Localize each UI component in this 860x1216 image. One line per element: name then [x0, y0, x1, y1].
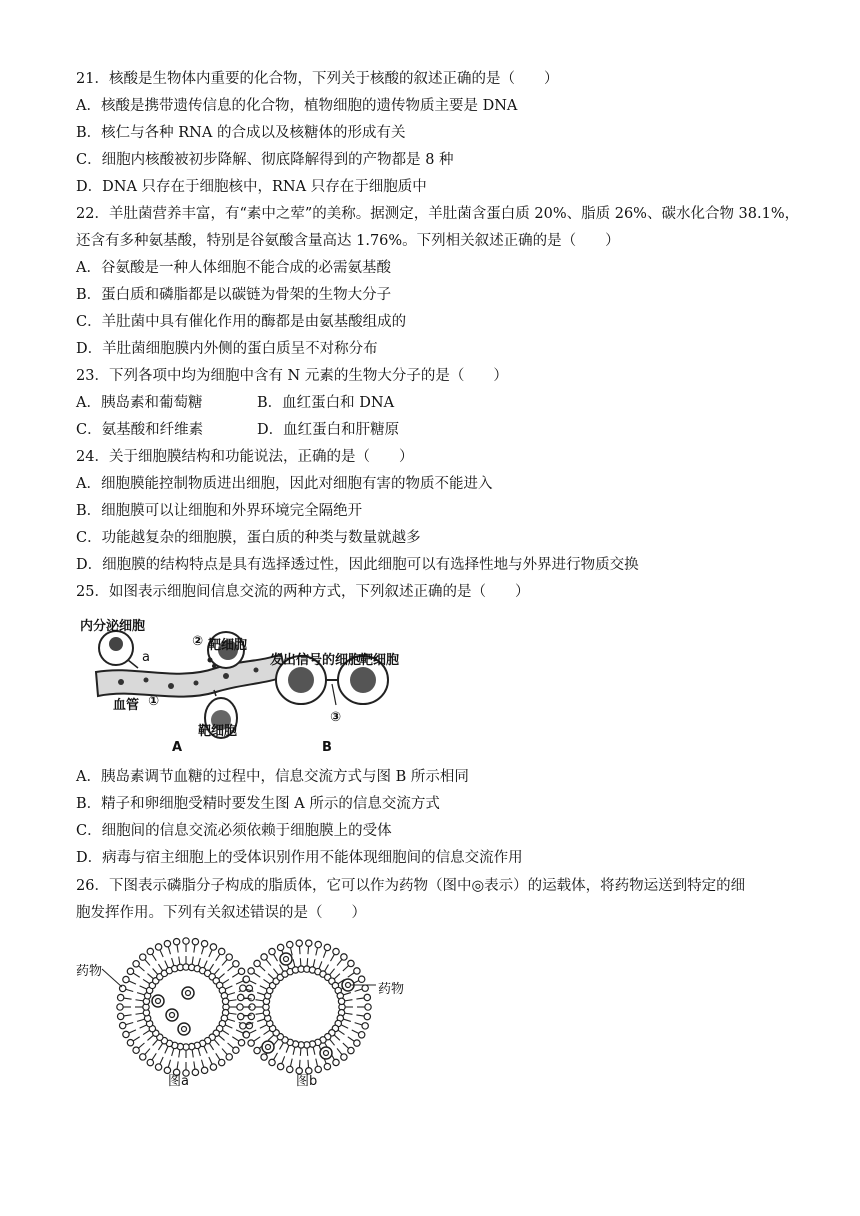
q24-stem: 24．关于细胞膜结构和功能说法，正确的是（ ）: [76, 449, 414, 465]
phospholipid-head: [277, 1063, 283, 1069]
phospholipid-head: [365, 1004, 371, 1010]
phospholipid-head: [218, 1059, 224, 1065]
q21-option-c: C．细胞内核酸被初步降解、彻底降解得到的产物都是 8 种: [76, 152, 454, 168]
phospholipid-head: [287, 1066, 293, 1072]
phospholipid-tail: [198, 1048, 200, 1056]
phospholipid-tail: [356, 1015, 364, 1016]
q22-stem-line1: 22．羊肚菌营养丰富，有“素中之荤”的美称。据测定，羊肚菌含蛋白质 20%、脂质 26%、碳水化合物 38.1%，: [76, 206, 800, 222]
phospholipid-tail: [260, 986, 267, 989]
phospholipid-tail: [214, 968, 219, 974]
phospholipid-tail: [286, 1045, 289, 1052]
phospholipid-tail: [345, 1013, 353, 1014]
phospholipid-tail: [348, 1037, 355, 1042]
phospholipid-tail: [300, 1048, 301, 1056]
phospholipid-tail: [319, 961, 322, 968]
phospholipid-head: [127, 968, 133, 974]
phospholipid-tail: [228, 966, 234, 971]
phospholipid-tail: [124, 1015, 132, 1016]
phospholipid-tail: [264, 979, 271, 984]
phospholipid-tail: [307, 1048, 308, 1056]
phospholipid-tail: [343, 1019, 351, 1021]
phospholipid-head: [201, 940, 207, 946]
phospholipid-head: [117, 994, 123, 1000]
q23-stem: 23．下列各项中均为细胞中含有 N 元素的生物大分子的是（ ）: [76, 368, 508, 384]
phospholipid-tail: [293, 1047, 295, 1055]
phospholipid-tail: [325, 965, 329, 972]
number-2-label: ②: [192, 634, 204, 649]
panel-a-label: A: [172, 740, 183, 755]
target-cell-b-label: 靶细胞: [360, 653, 400, 668]
phospholipid-tail: [290, 1059, 292, 1067]
phospholipid-tail: [222, 979, 229, 983]
phospholipid-tail: [177, 1061, 178, 1069]
phospholipid-tail: [268, 1035, 274, 1040]
phospholipid-head: [315, 941, 321, 947]
phospholipid-tail: [158, 964, 162, 971]
phospholipid-tail: [356, 998, 364, 999]
phospholipid-tail: [145, 1049, 150, 1055]
phospholipid-tail: [260, 1025, 267, 1028]
phospholipid-tail: [133, 973, 140, 977]
phospholipid-tail: [129, 1030, 136, 1033]
q25-option-a: A．胰岛素调节血糖的过程中，信息交流方式与图 B 所示相同: [76, 769, 469, 785]
phospholipid-tail: [138, 966, 144, 971]
phospholipid-tail: [256, 1000, 264, 1001]
phospholipid-head: [324, 944, 330, 950]
phospholipid-tail: [209, 964, 213, 971]
phospholipid-tail: [334, 1035, 340, 1040]
phospholipid-head: [218, 948, 224, 954]
phospholipid-tail: [330, 969, 335, 975]
phospholipid-head: [240, 1023, 246, 1029]
phospholipid-tail: [138, 1043, 144, 1048]
q21-option-b: B．核仁与各种 RNA 的合成以及核糖体的形成有关: [76, 125, 406, 141]
drug-label-right: 药物: [378, 982, 405, 997]
phospholipid-head: [362, 1023, 368, 1029]
signal-cell-label: 发出信号的细胞: [270, 653, 362, 668]
phospholipid-head: [123, 1031, 129, 1037]
drug-icon-core: [324, 1051, 329, 1056]
drug-icon-core: [170, 1013, 175, 1018]
phospholipid-head: [240, 985, 246, 991]
phospholipid-tail: [330, 1039, 335, 1045]
q24-option-d: D．细胞膜的结构特点是具有选择透过性，因此细胞可以有选择性地与外界进行物质交换: [76, 557, 639, 573]
phospholipid-tail: [264, 1030, 271, 1035]
phospholipid-tail: [313, 1047, 315, 1055]
phospholipid-tail: [316, 1059, 318, 1067]
phospholipid-tail: [172, 958, 174, 966]
endocrine-cell: [99, 631, 138, 668]
phospholipid-tail: [204, 1046, 207, 1053]
phospholipid-head: [354, 1040, 360, 1046]
q22-option-d: D．羊肚菌细胞膜内外侧的蛋白质呈不对称分布: [76, 341, 378, 357]
phospholipid-tail: [334, 974, 340, 979]
phospholipid-head: [358, 976, 364, 982]
phospholipid-tail: [249, 981, 256, 984]
q23-option-a: A．胰岛素和葡萄糖: [76, 395, 203, 411]
phospholipid-tail: [266, 959, 271, 965]
phospholipid-head: [324, 1063, 330, 1069]
figure-a-caption: 图a: [168, 1074, 189, 1089]
phospholipid-head: [362, 985, 368, 991]
phospholipid-tail: [307, 958, 308, 966]
phospholipid-head: [287, 941, 293, 947]
phospholipid-tail: [160, 1057, 163, 1064]
q22-option-b: B．蛋白质和磷脂都是以碳链为骨架的生物大分子: [76, 287, 392, 303]
phospholipid-tail: [137, 1019, 145, 1021]
phospholipid-tail: [257, 1019, 265, 1021]
phospholipid-tail: [256, 1013, 264, 1014]
phospholipid-head: [248, 994, 254, 1000]
phospholipid-tail: [348, 973, 355, 978]
phospholipid-tail: [300, 958, 301, 966]
phospholipid-head: [119, 1022, 125, 1028]
phospholipid-head: [238, 994, 244, 1000]
phospholipid-tail: [160, 950, 163, 957]
phospholipid-head: [201, 1067, 207, 1073]
phospholipid-tail: [168, 947, 170, 955]
phospholipid-tail: [228, 1043, 234, 1048]
phospholipid-tail: [355, 989, 363, 991]
phospholipid-tail: [126, 1022, 134, 1024]
drug-icon-core: [186, 991, 191, 996]
phospholipid-tail: [254, 973, 261, 978]
phospholipid-tail: [227, 1019, 235, 1021]
phospholipid-head: [192, 1069, 198, 1075]
phospholipid-tail: [201, 947, 203, 955]
phospholipid-tail: [177, 945, 178, 953]
phospholipid-head: [333, 948, 339, 954]
phospholipid-tail: [337, 1048, 342, 1054]
number-1-label: ①: [148, 694, 160, 709]
panel-b-label: B: [322, 740, 332, 755]
q23-option-b: B．血红蛋白和 DNA: [257, 395, 395, 411]
phospholipid-tail: [165, 961, 168, 968]
phospholipid-tail: [280, 965, 284, 972]
phospholipid-tail: [209, 950, 212, 957]
phospholipid-head: [269, 948, 275, 954]
phospholipid-tail: [140, 1025, 147, 1028]
phospholipid-tail: [126, 989, 134, 991]
phospholipid-head: [127, 1039, 133, 1045]
drug-icon-core: [182, 1027, 187, 1032]
phospholipid-tail: [316, 948, 318, 956]
phospholipid-head: [147, 948, 153, 954]
phospholipid-head: [238, 1013, 244, 1019]
phospholipid-tail: [153, 968, 158, 974]
vessel-label: 血管: [113, 698, 140, 713]
phospholipid-head: [183, 938, 189, 944]
phospholipid-tail: [147, 974, 153, 979]
phospholipid-head: [123, 976, 129, 982]
phospholipid-tail: [140, 986, 147, 989]
phospholipid-tail: [343, 993, 351, 995]
q25-option-d: D．病毒与宿主细胞上的受体识别作用不能体现细胞间的信息交流作用: [76, 850, 523, 866]
phospholipid-tail: [222, 1049, 227, 1055]
phospholipid-tail: [259, 966, 265, 971]
phospholipid-tail: [338, 1030, 345, 1035]
phospholipid-tail: [194, 945, 195, 953]
phospholipid-tail: [257, 993, 265, 995]
phospholipid-tail: [229, 1013, 237, 1014]
phospholipid-tail: [152, 954, 156, 961]
phospholipid-tail: [313, 959, 315, 967]
phospholipid-tail: [337, 959, 342, 965]
phospholipid-tail: [225, 986, 232, 989]
phospholipid-tail: [323, 950, 326, 957]
phospholipid-tail: [274, 1053, 278, 1060]
phospholipid-tail: [232, 1037, 239, 1041]
phospholipid-tail: [143, 979, 150, 983]
q23-option-d: D．血红蛋白和肝糖原: [257, 422, 400, 438]
phospholipid-tail: [282, 1056, 285, 1063]
liposome-a: [117, 938, 255, 1076]
number-3-label: ③: [330, 710, 342, 725]
q24-option-a: A．细胞膜能控制物质进出细胞，因此对细胞有害的物质不能进入: [76, 476, 493, 492]
drug-icon-core: [156, 999, 161, 1004]
phospholipid-tail: [179, 1050, 180, 1058]
drug-icon-core: [346, 983, 351, 988]
phospholipid-tail: [222, 959, 227, 965]
phospholipid-head: [296, 940, 302, 946]
phospholipid-head: [306, 940, 312, 946]
phospholipid-tail: [218, 974, 224, 979]
phospholipid-tail: [274, 954, 278, 961]
phospholipid-head: [358, 1032, 364, 1038]
q24-option-c: C．功能越复杂的细胞膜，蛋白质的种类与数量就越多: [76, 530, 421, 546]
q23-option-c: C．氨基酸和纤维素: [76, 422, 204, 438]
phospholipid-tail: [232, 973, 239, 977]
q24-option-b: B．细胞膜可以让细胞和外界环境完全隔绝开: [76, 503, 363, 519]
phospholipid-tail: [293, 959, 295, 967]
drug-icon-core: [266, 1045, 271, 1050]
phospholipid-head: [238, 968, 244, 974]
phospholipid-head: [222, 998, 228, 1004]
phospholipid-tail: [124, 998, 132, 999]
phospholipid-tail: [133, 1037, 140, 1041]
phospholipid-tail: [352, 1030, 359, 1033]
phospholipid-tail: [201, 1060, 203, 1068]
q25-option-b: B．精子和卵细胞受精时要发生图 A 所示的信息交流方式: [76, 796, 440, 812]
phospholipid-head: [364, 1013, 370, 1019]
phospholipid-head: [243, 1032, 249, 1038]
phospholipid-tail: [227, 993, 235, 995]
phospholipid-tail: [198, 958, 200, 966]
figure-b-caption: 图b: [296, 1074, 318, 1089]
liposome-b: [237, 940, 371, 1074]
phospholipid-tail: [236, 1030, 243, 1033]
mark-a-label: a: [142, 650, 150, 665]
phospholipid-head: [238, 1039, 244, 1045]
phospholipid-tail: [254, 1037, 261, 1042]
phospholipid-tail: [225, 1025, 232, 1028]
phospholipid-head: [210, 944, 216, 950]
q22-option-c: C．羊肚菌中具有催化作用的酶都是由氨基酸组成的: [76, 314, 407, 330]
phospholipid-head: [364, 994, 370, 1000]
phospholipid-tail: [331, 954, 335, 961]
phospholipid-tail: [143, 1030, 150, 1034]
phospholipid-tail: [136, 1000, 144, 1001]
phospholipid-head: [237, 1004, 243, 1010]
phospholipid-head: [354, 968, 360, 974]
phospholipid-tail: [308, 946, 309, 954]
q25-stem: 25．如图表示细胞间信息交流的两种方式，下列叙述正确的是（ ）: [76, 584, 530, 600]
phospholipid-tail: [165, 1046, 168, 1053]
drug-icon-core: [284, 957, 289, 962]
phospholipid-tail: [343, 1043, 349, 1048]
phospholipid-tail: [209, 1057, 212, 1064]
phospholipid-head: [155, 944, 161, 950]
phospholipid-tail: [273, 969, 278, 975]
phospholipid-tail: [214, 1039, 219, 1045]
target-cell-bottom-label: 靶细胞: [198, 724, 238, 739]
phospholipid-head: [164, 940, 170, 946]
q25-option-c: C．细胞间的信息交流必须依赖于细胞膜上的受体: [76, 823, 392, 839]
q22-option-a: A．谷氨酸是一种人体细胞不能合成的必需氨基酸: [76, 260, 391, 276]
phospholipid-tail: [341, 1025, 348, 1028]
phospholipid-tail: [153, 1039, 158, 1045]
phospholipid-tail: [236, 981, 243, 984]
phospholipid-tail: [172, 1048, 174, 1056]
phospholipid-head: [277, 944, 283, 950]
endocrine-cell-label: 内分泌细胞: [80, 619, 146, 634]
q26-stem-line2: 胞发挥作用。下列有关叙述错误的是（ ）: [76, 905, 366, 921]
phospholipid-head: [210, 1064, 216, 1070]
target-cell-top-label: 靶细胞: [208, 638, 248, 653]
q26-stem-line1: 26．下图表示磷脂分子构成的脂质体，它可以作为药物（图中◎表示）的运载体，将药物运送到特定的细: [76, 878, 746, 894]
phospholipid-head: [192, 938, 198, 944]
phospholipid-head: [269, 1059, 275, 1065]
phospholipid-tail: [249, 1030, 256, 1033]
phospholipid-head: [248, 1040, 254, 1046]
q21-stem: 21．核酸是生物体内重要的化合物，下列关于核酸的叙述正确的是（ ）: [76, 71, 559, 87]
phospholipid-tail: [145, 959, 150, 965]
q22-stem-line2: 还含有多种氨基酸，特别是谷氨酸含量高达 1.76%。下列相关叙述正确的是（ ）: [76, 233, 620, 249]
phospholipid-tail: [136, 1013, 144, 1014]
phospholipid-tail: [268, 974, 274, 979]
phospholipid-head: [338, 998, 344, 1004]
phospholipid-tail: [280, 1043, 284, 1050]
phospholipid-head: [248, 968, 254, 974]
phospholipid-head: [173, 938, 179, 944]
phospholipid-tail: [158, 1043, 162, 1050]
phospholipid-head: [147, 1059, 153, 1065]
liposome-figure: [76, 935, 416, 1090]
phospholipid-head: [117, 1004, 123, 1010]
phospholipid-tail: [345, 1000, 353, 1001]
phospholipid-tail: [179, 957, 180, 965]
phospholipid-tail: [129, 981, 136, 984]
phospholipid-tail: [355, 1023, 363, 1025]
phospholipid-tail: [168, 1060, 170, 1068]
phospholipid-tail: [192, 1050, 193, 1058]
phospholipid-head: [333, 1059, 339, 1065]
phospholipid-tail: [308, 1060, 309, 1068]
phospholipid-tail: [229, 1000, 237, 1001]
q21-option-d: D．DNA 只存在于细胞核中，RNA 只存在于细胞质中: [76, 179, 427, 195]
q21-option-a: A．核酸是携带遗传信息的化合物，植物细胞的遗传物质主要是 DNA: [76, 98, 518, 114]
phospholipid-tail: [204, 961, 207, 968]
phospholipid-head: [155, 1064, 161, 1070]
phospholipid-tail: [137, 993, 145, 995]
phospholipid-tail: [343, 966, 349, 971]
phospholipid-head: [243, 976, 249, 982]
phospholipid-head: [248, 1013, 254, 1019]
phospholipid-tail: [218, 1035, 224, 1040]
phospholipid-tail: [209, 1043, 213, 1050]
phospholipid-tail: [192, 957, 193, 965]
phospholipid-tail: [147, 1035, 153, 1040]
phospholipid-tail: [216, 954, 220, 961]
drug-pointer-left: [102, 969, 122, 987]
phospholipid-tail: [299, 946, 300, 954]
drug-label-left: 药物: [76, 964, 103, 979]
phospholipid-tail: [194, 1061, 195, 1069]
phospholipid-head: [117, 1013, 123, 1019]
phospholipid-tail: [299, 1060, 300, 1068]
phospholipid-tail: [152, 1053, 156, 1060]
phospholipid-tail: [216, 1053, 220, 1060]
phospholipid-tail: [222, 1030, 229, 1034]
